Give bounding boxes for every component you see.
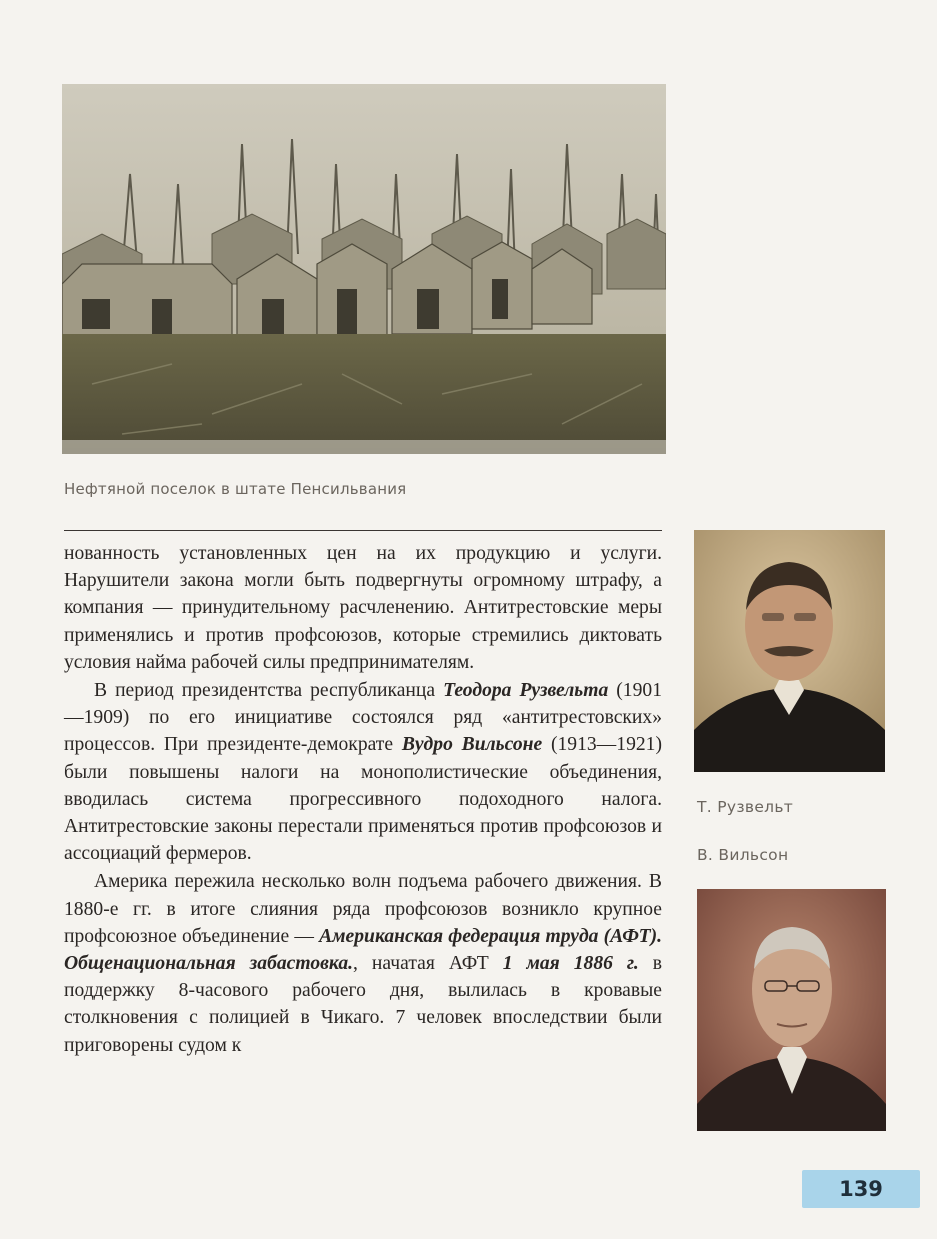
- paragraph-3: Америка пережила несколько волн подъема рабочего движения. В 1880-е гг. в итоге слияния ряда профсоюзов возникло крупное профсоюзное объединение — Американская федерация труда (АФТ). Общенациональная забастовка., начатая АФТ 1 мая 1886 г. в поддержку 8-часового рабочего дня, вылилась в кровавые столкновения с полицией в Чикаго. 7 человек впоследствии были приговорены судом к: [64, 871, 663, 1056]
- photo-caption: Нефтяной поселок в штате Пенсильвания: [64, 480, 407, 498]
- body-text: [64, 540, 662, 1059]
- term-date: 1 мая 1886 г.: [502, 953, 639, 975]
- oil-settlement-photo: [62, 84, 666, 454]
- term-wilson: Вудро Вильсоне: [401, 734, 543, 756]
- portrait-caption-roosevelt: Т. Рузвельт: [697, 798, 794, 816]
- page-number-badge: [802, 1170, 920, 1208]
- portrait-wilson: [697, 889, 886, 1131]
- page-number: 139: [839, 1177, 883, 1201]
- term-roosevelt: Теодора Рузвельта: [443, 680, 609, 702]
- paragraph-1: нованность установленных цен на их продукцию и услуги. Нарушители закона могли быть подвергнуты огромному штрафу, а компания — принудительному расчленению. Антитрестовские меры применялись и против профсоюзов, которые стремились диктовать условия найма рабочей силы предпринимателям.: [64, 543, 662, 673]
- paragraph-2: В период президентства республиканца Теодора Рузвельта (1901—1909) по его инициативе состоялся ряд «антитрестовских» процессов. При президенте-демократе Вудро Вильсоне (1913—1921) были повышены налоги на монополистические объединения, вводилась система прогрессивного подоходного налога. Антитрестовские законы перестали применяться против профсоюзов и ассоциаций фермеров.: [64, 680, 662, 865]
- portrait-caption-wilson: В. Вильсон: [697, 846, 789, 864]
- oil-settlement-illustration: [62, 84, 666, 454]
- portrait-roosevelt: [694, 530, 885, 772]
- term-aft: Американская федерация труда (АФТ). Общенациональная забастовка.: [64, 925, 662, 975]
- section-divider: [64, 530, 662, 531]
